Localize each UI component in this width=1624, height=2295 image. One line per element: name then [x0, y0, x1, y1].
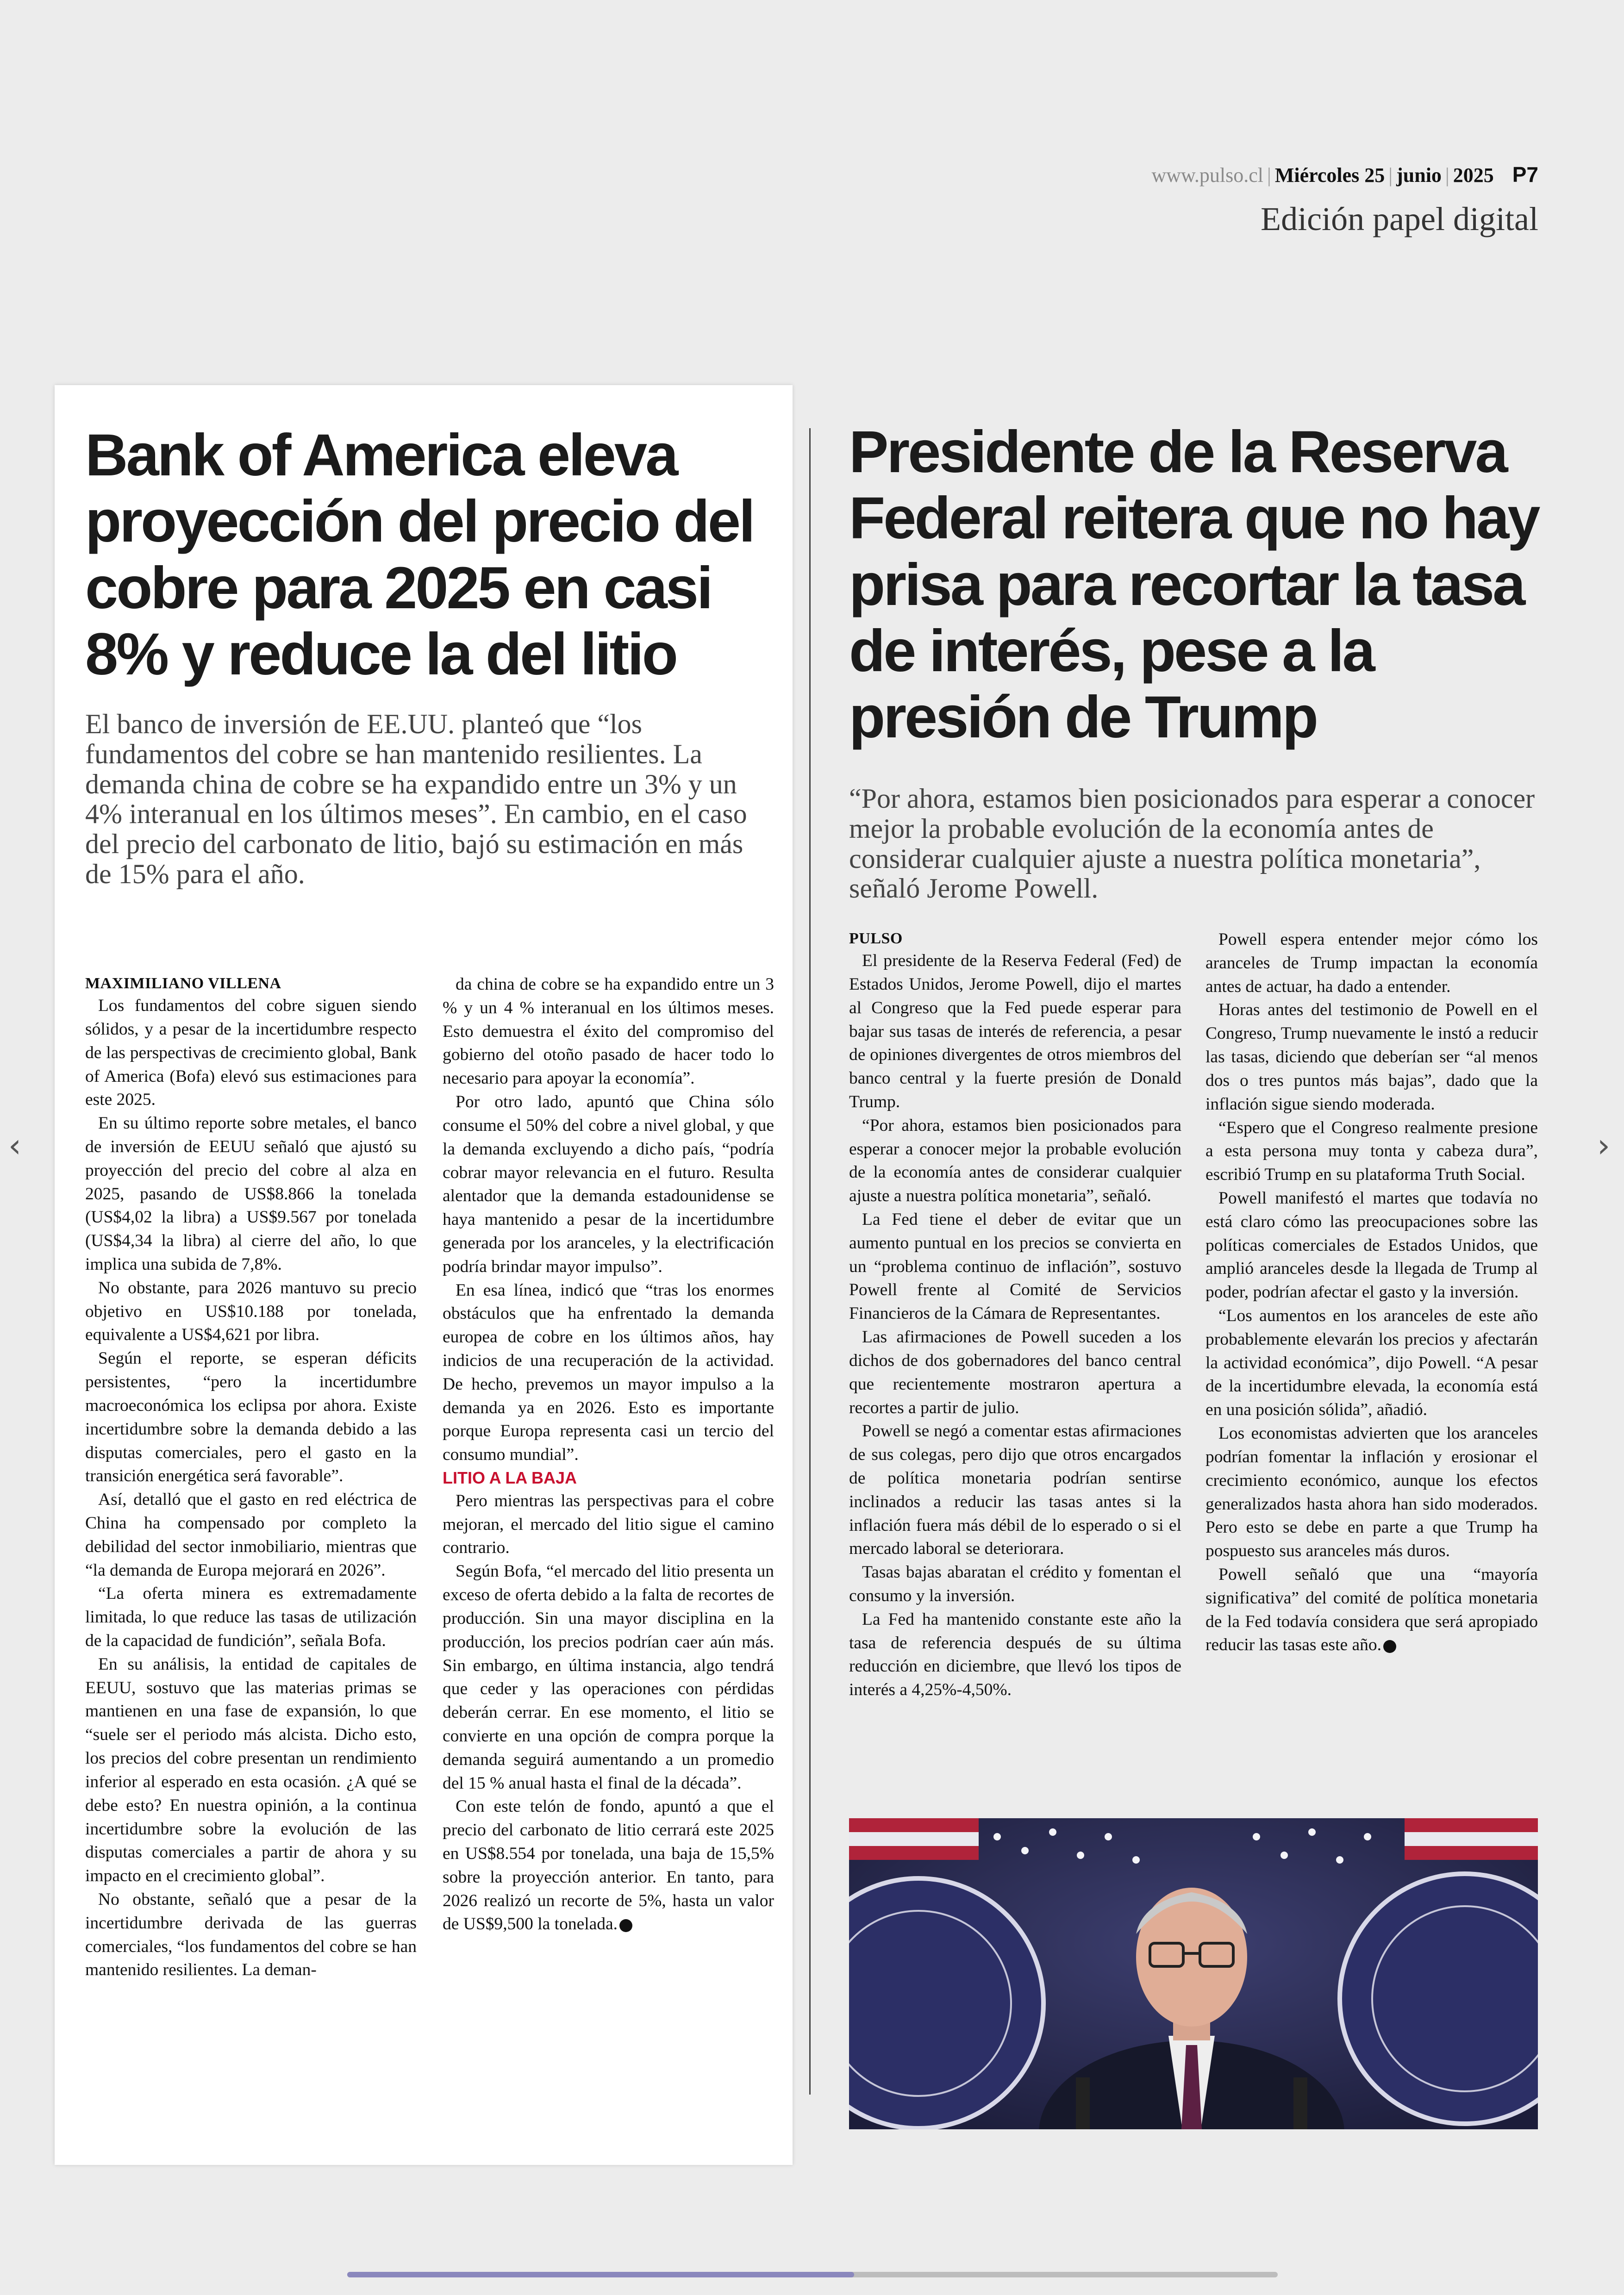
article-paragraph: “Espero que el Congreso realmente presione a esta persona muy tonta y cabeza dura”, escribió Trump en su plataforma Truth Social. — [1206, 1118, 1538, 1185]
site-url[interactable]: www.pulso.cl — [1151, 164, 1264, 187]
end-mark-icon — [1383, 1640, 1396, 1653]
article-paragraph: No obstante, señaló que a pesar de la incertidumbre derivada de las guerras comerciales, “los fundamentos del cobre se han mantenido resilientes. La deman- — [85, 1890, 417, 1980]
article-paragraph: Pero mientras las perspectivas para el cobre mejoran, el mercado del litio sigue el camino contrario. — [443, 1491, 774, 1558]
left-dek: El banco de inversión de EE.UU. planteó que “los fundamentos del cobre se han mantenido resilientes. La demanda china de cobre se ha expandido entre un 3% y un 4% interanual en los últimos meses”. En cambio, en el caso del precio del carbonato de litio, bajó su estimación en más de 15% para el año. — [85, 709, 747, 889]
article-paragraph: “Los aumentos en los aranceles de este año probablemente elevarán los precios y afectarán la actividad económica”, dijo Powell. “A pesar de la incertidumbre elevada, la economía está en una posición sólida”, añadió. — [1206, 1306, 1538, 1420]
left-byline: MAXIMILIANO VILLENA — [85, 975, 281, 992]
article-paragraph: En esa línea, indicó que “tras los enormes obstáculos que ha enfrentado la demanda europea de cobre en los últimos años, hay indicios de una recuperación de la actividad. De hecho, prevemos un mayor impulso a la demanda ya en 2026. Esto es importante porque Europa representa casi un tercio del consumo mundial”. — [443, 1280, 774, 1465]
edition-label: Edición papel digital — [1261, 200, 1538, 237]
left-column-2 — [443, 973, 774, 1936]
right-dek: “Por ahora, estamos bien posicionados para esperar a conocer mejor la probable evolución de la economía antes de considerar cualquier ajuste a nuestra política monetaria”, señaló Jerome Powell. — [849, 783, 1535, 904]
left-subhead: LITIO A LA BAJA — [443, 1468, 577, 1488]
article-paragraph: Con este telón de fondo, apuntó a que el precio del carbonato de litio cerrará este 2025 en US$8.554 por tonelada, una baja de 15,5% sobre la proyección anterior. En tanto, para 2026 realizó un recorte de 5%, hasta un valor de US$9,500 la tonelada. — [443, 1797, 774, 1934]
end-mark-icon — [619, 1919, 632, 1932]
page-scrollbar[interactable] — [347, 2272, 1278, 2277]
article-paragraph: “La oferta minera es extremadamente limitada, lo que reduce las tasas de utilización de la capacidad de fundición”, señala Bofa. — [85, 1584, 417, 1650]
left-column-1 — [85, 973, 417, 1982]
article-paragraph: Los fundamentos del cobre siguen siendo sólidos, y a pesar de la incertidumbre respecto de las perspectivas de crecimiento global, Bank of America (Bofa) elevó sus estimaciones para este 2025. — [85, 996, 417, 1110]
powell-photo — [849, 1818, 1538, 2129]
masthead — [1151, 162, 1538, 238]
article-paragraph: Powell manifestó el martes que todavía no está claro cómo las preocupaciones sobre las políticas comerciales de Estados Unidos, que amplió aranceles desde la llegada de Trump al poder, podrían afectar el gasto y la inversión. — [1206, 1188, 1538, 1302]
article-paragraph: En su análisis, la entidad de capitales de EEUU, sostuvo que las materias primas se mantienen en una fase de expansión, lo que “suele ser el periodo más alcista. Dicho esto, los precios del cobre presentan un rendimiento inferior al esperado en esta ocasión. ¿A qué se debe esto? En nuestra opinión, a la continua incertidumbre sobre la evolución de las disputas comerciales a partir de ahora y su impacto en el crecimiento global”. — [85, 1654, 417, 1886]
article-paragraph: Powell espera entender mejor cómo los aranceles de Trump impactan la economía antes de actuar, ha dado a entender. — [1206, 930, 1538, 996]
article-paragraph: da china de cobre se ha expandido entre un 3 % y un 4 % interanual en los últimos meses. Esto demuestra el éxito del compromiso del gobierno del otoño pasado de hacer todo lo necesario para apoyar la economía”. — [443, 975, 774, 1088]
article-paragraph: La Fed ha mantenido constante este año la tasa de referencia después de su última reducción en diciembre, que llevó los tipos de interés a 4,25%-4,50%. — [849, 1609, 1181, 1700]
chevron-right-icon[interactable]: › — [1597, 1127, 1610, 1165]
article-paragraph: En su último reporte sobre metales, el banco de inversión de EEUU señaló que ajustó su proyección del precio del cobre al alza en 2025, pasando de US$8.866 la tonelada (US$4,02 la libra) a US$9.567 por tonelada (US$4,34 la libra) al cierre del año, lo que implica una subida de 7,8%. — [85, 1114, 417, 1274]
article-paragraph: No obstante, para 2026 mantuvo su precio objetivo en US$10.188 por tonelada, equivalente a US$4,621 por libra. — [85, 1278, 417, 1345]
article-paragraph: Los economistas advierten que los aranceles podrían fomentar la inflación y erosionar el crecimiento económico, aunque los efectos generalizados hasta ahora han sido moderados. Pero esto se debe en parte a que Trump ha pospuesto sus aranceles más duros. — [1206, 1424, 1538, 1561]
article-paragraph: Horas antes del testimonio de Powell en el Congreso, Trump nuevamente le instó a reducir las tasas, diciendo que deberían ser “al menos dos o tres puntos más bajas”, dado que la inflación sigue siendo moderada. — [1206, 1000, 1538, 1114]
right-byline: PULSO — [849, 930, 903, 947]
chevron-left-icon[interactable]: ‹ — [8, 1127, 21, 1165]
article-paragraph: La Fed tiene el deber de evitar que un aumento puntual en los precios se convierta en un “problema continuo de inflación”, sostuvo Powell frente al Comité de Servicios Financieros de la Cámara de Representantes. — [849, 1210, 1181, 1323]
article-paragraph: Tasas bajas abaratan el crédito y fomentan el consumo y la inversión. — [849, 1563, 1181, 1605]
masthead-line: www.pulso.cl | Miércoles 25 | junio | 2025 P7 — [1151, 162, 1538, 187]
article-paragraph: Las afirmaciones de Powell suceden a los dichos de dos gobernadores del banco central que recientemente mostraron apertura a recortes a partir de julio. — [849, 1328, 1181, 1417]
right-column-2 — [1206, 928, 1538, 1657]
article-paragraph: Por otro lado, apuntó que China sólo consume el 50% del cobre a nivel global, y que la demanda excluyendo a dicho país, “podría cobrar mayor relevancia en el futuro. Resulta alentador que la demanda estadounidense se haya mantenido a pesar de la incertidumbre generada por los aranceles, y la electrificación podría brindar mayor impulso”. — [443, 1092, 774, 1276]
right-headline: Presidente de la Reserva Federal reitera que no hay prisa para recortar la tasa de interés, pese a la presión de Trump — [849, 419, 1539, 751]
article-paragraph: Según Bofa, “el mercado del litio presenta un exceso de oferta debido a la falta de recortes de producción. Sin una mayor disciplina en la producción, los precios podrían caer aún más. Sin embargo, en última instancia, algo tendrá que ceder y las operaciones con pérdidas deberán cerrar. En ese momento, el litio se convierte en una opción de compra porque la demanda seguirá aumentando a un promedio del 15 % anual hasta el final de la década”. — [443, 1562, 774, 1793]
left-headline: Bank of America eleva proyección del precio del cobre para 2025 en casi 8% y reduce la del litio — [85, 422, 754, 688]
date-year: 2025 — [1453, 164, 1494, 187]
scrollbar-thumb[interactable] — [347, 2272, 854, 2277]
column-divider — [809, 428, 811, 2095]
page-number: P7 — [1512, 162, 1538, 187]
article-paragraph: El presidente de la Reserva Federal (Fed) de Estados Unidos, Jerome Powell, dijo el martes al Congreso que la Fed puede esperar para bajar sus tasas de interés de referencia, a pesar de opiniones divergentes de otros miembros del banco central y la fuerte presión de Donald Trump. — [849, 951, 1181, 1111]
article-paragraph: Powell señaló que una “mayoría significativa” del comité de política monetaria de la Fed todavía considera que será apropiado reducir las tasas este año. — [1206, 1565, 1538, 1655]
article-paragraph: “Por ahora, estamos bien posicionados para esperar a conocer mejor la probable evolución de la economía antes de considerar cualquier ajuste a nuestra política monetaria”, señaló. — [849, 1116, 1181, 1206]
date-month: junio — [1396, 164, 1442, 187]
right-column-1 — [849, 928, 1181, 1702]
article-paragraph: Así, detalló que el gasto en red eléctrica de China ha compensado por completo la debilidad del sector inmobiliario, mientras que “la demanda de Europa mejorará en 2026”. — [85, 1490, 417, 1580]
article-paragraph: Según el reporte, se esperan déficits persistentes, “pero la incertidumbre macroeconómica los eclipsa por ahora. Existe incertidumbre sobre la demanda debido a las disputas comerciales, pero el gasto en la transición energética será favorable”. — [85, 1349, 417, 1486]
date-day: Miércoles 25 — [1274, 164, 1385, 187]
left-article — [55, 385, 793, 2165]
article-paragraph: Powell se negó a comentar estas afirmaciones de sus colegas, pero dijo que otros encargados de política monetaria podrían sentirse inclinados a reducir las tasas antes si la inflación fuera más débil de lo esperado o si el mercado laboral se deteriorara. — [849, 1422, 1181, 1559]
